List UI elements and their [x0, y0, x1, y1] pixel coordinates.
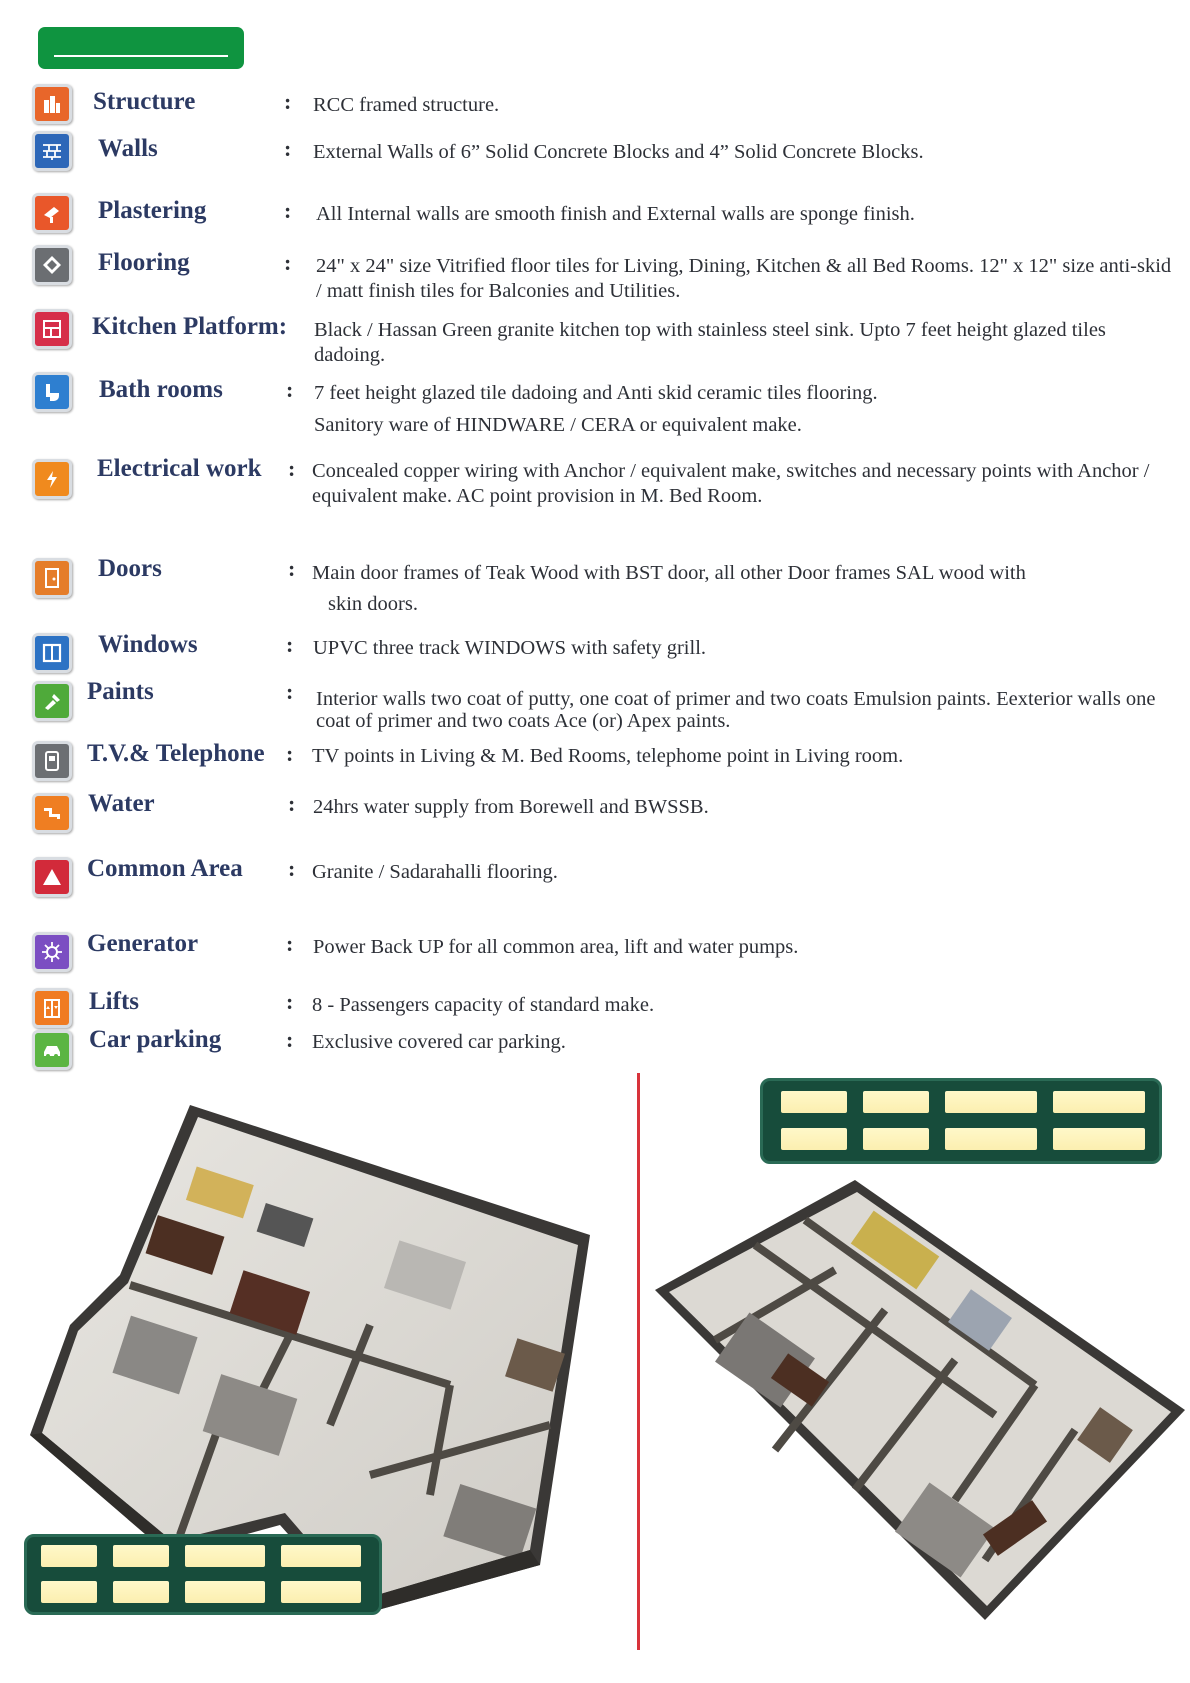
- flooring-icon: [32, 245, 72, 285]
- spec-row-paints: Paints : Interior walls two coat of putty, one coat of primer and two coats Emulsion paints. Eexterior walls one coat of primer and two coats Ace (or) Apex paints.: [0, 681, 1190, 721]
- paint-icon: [32, 681, 72, 721]
- bath-icon: [32, 372, 72, 412]
- spec-label: Bath rooms: [99, 376, 223, 403]
- spec-value: External Walls of 6” Solid Concrete Blocks and 4” Solid Concrete Blocks.: [313, 141, 924, 163]
- spec-label: Generator: [87, 930, 199, 957]
- spec-label: Walls: [98, 135, 158, 162]
- telephone-icon: [32, 741, 72, 781]
- spec-value-2: Sanitory ware of HINDWARE / CERA or equivalent make.: [314, 414, 802, 436]
- spec-label: Doors: [98, 555, 162, 582]
- spec-row-flooring: Flooring : 24" x 24" size Vitrified floor tiles for Living, Dining, Kitchen & all Bed Rooms. 12" x 12" size anti-skid / matt finish tiles for Balconies and Utilities.: [0, 245, 1190, 285]
- spec-label: Flooring: [98, 249, 190, 276]
- spec-row-common-area: Common Area : Granite / Sadarahalli flooring.: [0, 857, 1190, 897]
- kitchen-icon: [32, 309, 72, 349]
- plastering-icon: [32, 193, 72, 233]
- spec-row-plastering: Plastering : All Internal walls are smooth finish and External walls are sponge finish.: [0, 193, 1190, 233]
- spec-value-2: skin doors.: [328, 593, 418, 615]
- spec-value: TV points in Living & M. Bed Rooms, telephome point in Living room.: [312, 745, 904, 767]
- spec-value: Granite / Sadarahalli flooring.: [312, 861, 558, 883]
- spec-label: Structure: [93, 88, 196, 115]
- spec-row-structure: Structure : RCC framed structure.: [0, 84, 1190, 124]
- spec-label: Paints: [87, 678, 154, 705]
- spec-value: Power Back UP for all common area, lift and water pumps.: [313, 936, 799, 958]
- spec-value: 7 feet height glazed tile dadoing and Anti skid ceramic tiles flooring.: [314, 382, 878, 404]
- spec-label: Lifts: [89, 988, 139, 1015]
- electrical-icon: [32, 459, 72, 499]
- spec-label: Car parking: [89, 1026, 222, 1053]
- lift-icon: [32, 988, 72, 1028]
- spec-label: Water: [88, 790, 155, 817]
- spec-row-water: Water : 24hrs water supply from Borewell and BWSSB.: [0, 793, 1190, 833]
- spec-label: Common Area: [87, 855, 243, 882]
- spec-row-kitchen-platform: [0, 309, 1190, 366]
- generator-icon: [32, 932, 72, 972]
- section-title-tab: [38, 27, 244, 69]
- floor-plan-right: [655, 1180, 1185, 1620]
- spec-value: 8 - Passengers capacity of standard make.: [312, 994, 655, 1016]
- door-icon: [32, 558, 72, 598]
- spec-label: T.V.& Telephone: [87, 740, 265, 767]
- spec-row-windows: Windows : UPVC three track WINDOWS with safety grill.: [0, 633, 1190, 673]
- spec-value: Black / Hassan Green granite kitchen top with stainless steel sink. Upto 7 feet height glazed tiles dadoing.: [314, 319, 1106, 366]
- spec-value: Concealed copper wiring with Anchor / equivalent make, switches and necessary points with Anchor / equivalent make. AC point provision in M. Bed Room.: [312, 460, 1150, 507]
- spec-row-tv-telephone: T.V.& Telephone : TV points in Living & M. Bed Rooms, telephome point in Living room.: [0, 741, 1190, 781]
- spec-value: Interior walls two coat of putty, one coat of primer and two coats Emulsion paints. Eexterior walls one coat of primer and two coats Ace (or) Apex paints.: [316, 688, 1156, 732]
- spec-label: Electrical work: [97, 455, 262, 482]
- spec-value: 24" x 24" size Vitrified floor tiles for Living, Dining, Kitchen & all Bed Rooms. 12" x 12" size anti-skid / matt finish tiles for Balconies and Utilities.: [316, 255, 1172, 302]
- spec-row-electrical: Electrical work : Concealed copper wiring with Anchor / equivalent make, switches and necessary points with Anchor / equivalent make. AC point provision in M. Bed Room.: [0, 459, 1190, 499]
- spec-value: All Internal walls are smooth finish and External walls are sponge finish.: [316, 203, 915, 225]
- spec-value: UPVC three track WINDOWS with safety grill.: [313, 637, 707, 659]
- window-icon: [32, 633, 72, 673]
- common-area-icon: [32, 857, 72, 897]
- spec-label: Plastering: [98, 197, 207, 224]
- car-icon: [32, 1030, 72, 1070]
- spec-value: 24hrs water supply from Borewell and BWSSB.: [313, 796, 709, 818]
- spec-row-lifts: Lifts : 8 - Passengers capacity of standard make.: [0, 988, 1190, 1028]
- spec-value: Main door frames of Teak Wood with BST door, all other Door frames SAL wood with: [312, 562, 1026, 584]
- spec-row-walls: Walls : External Walls of 6” Solid Concrete Blocks and 4” Solid Concrete Blocks.: [0, 131, 1190, 171]
- spec-row-generator: Generator : Power Back UP for all common area, lift and water pumps.: [0, 932, 1190, 972]
- spec-row-bathrooms: Bath rooms : 7 feet height glazed tile dadoing and Anti skid ceramic tiles flooring. Sanitory ware of HINDWARE / CERA or equivalent make.: [0, 372, 1190, 412]
- water-icon: [32, 793, 72, 833]
- structure-icon: [32, 84, 72, 124]
- spec-value: RCC framed structure.: [313, 94, 500, 116]
- plan-label-banner-left: [24, 1534, 382, 1615]
- spec-label: Kitchen Platform:: [92, 313, 288, 340]
- spec-value: Exclusive covered car parking.: [312, 1031, 566, 1053]
- spec-row-doors: Doors : Main door frames of Teak Wood with BST door, all other Door frames SAL wood with skin doors.: [0, 558, 1190, 598]
- spec-row-car-parking: Car parking : Exclusive covered car parking.: [0, 1030, 1190, 1070]
- spec-label: Windows: [98, 631, 198, 658]
- walls-icon: [32, 131, 72, 171]
- plan-divider: [637, 1073, 640, 1650]
- plan-label-banner-right: [760, 1078, 1162, 1164]
